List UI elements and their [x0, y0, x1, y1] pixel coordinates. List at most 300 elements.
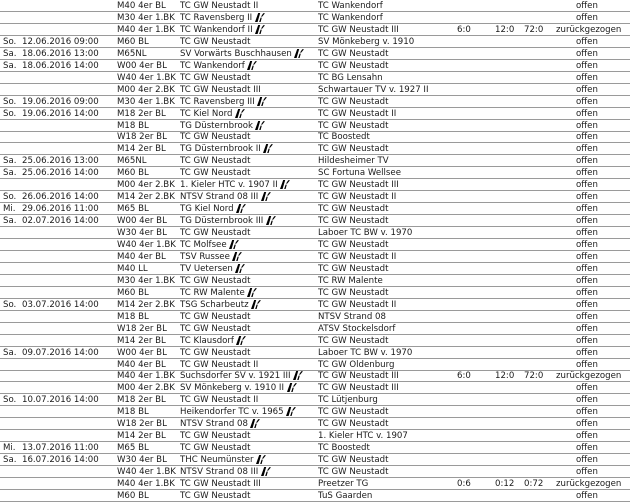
- guest-team-link[interactable]: NTSV Strand 08: [318, 311, 386, 322]
- guest-team-link[interactable]: 1. Kieler HTC v. 1907: [318, 431, 408, 442]
- home-team-link[interactable]: TC GW Neustadt III: [180, 479, 261, 489]
- status-cell: offen: [576, 192, 598, 203]
- table-row: [0, 179, 630, 191]
- nuliga-link-icon[interactable]: [255, 13, 265, 22]
- match-points-cell: [457, 60, 481, 72]
- guest-team-link[interactable]: TC GW Neustadt: [318, 216, 389, 227]
- weekday-cell: [3, 12, 21, 24]
- league-cell: W18 2er BL: [117, 323, 167, 334]
- league-cell: M18 2er BL: [117, 395, 166, 406]
- nuliga-link-icon[interactable]: [232, 252, 242, 261]
- nuliga-link-icon[interactable]: [235, 109, 245, 118]
- sets-cell: [495, 36, 521, 48]
- table-row: [0, 323, 630, 335]
- match-points-cell: [457, 275, 481, 287]
- league-cell: M18 BL: [117, 120, 149, 131]
- status-cell: offen: [576, 1, 598, 11]
- guest-team-link[interactable]: SV Mönkeberg v. 1910: [318, 36, 415, 47]
- table-row: [0, 203, 630, 215]
- weekday-cell: [3, 418, 21, 430]
- match-points-cell: [457, 263, 481, 275]
- home-team-link[interactable]: TC Kiel Nord: [180, 108, 233, 119]
- home-team-link[interactable]: TC GW Neustadt: [180, 168, 251, 179]
- date-time-cell: [22, 287, 116, 299]
- league-cell: M00 4er 2.BK: [117, 383, 175, 394]
- games-cell: [524, 490, 548, 502]
- date-time-cell: [22, 466, 116, 478]
- home-team-link[interactable]: TC GW Neustadt: [180, 347, 251, 358]
- league-cell: W18 2er BL: [117, 419, 167, 430]
- status-cell: offen: [576, 395, 598, 406]
- guest-team-link[interactable]: TC GW Neustadt: [318, 60, 389, 71]
- status-cell: zurückgezogen: [556, 371, 622, 382]
- sets-cell: [495, 287, 521, 299]
- sets-cell: [495, 359, 521, 371]
- home-team-link[interactable]: TC GW Neustadt: [180, 323, 251, 334]
- match-points-cell: [457, 84, 481, 96]
- weekday-cell: [3, 84, 21, 96]
- nuliga-link-icon[interactable]: [287, 383, 297, 392]
- games-cell: [524, 120, 548, 132]
- nuliga-link-icon[interactable]: [247, 288, 257, 297]
- guest-team-link[interactable]: TC GW Neustadt III: [318, 383, 399, 394]
- weekday-cell: [3, 179, 21, 191]
- guest-team-link[interactable]: TC GW Neustadt: [318, 144, 389, 155]
- weekday-cell: [3, 227, 21, 239]
- sets-cell: [495, 143, 521, 155]
- date-time-cell: [22, 418, 116, 430]
- home-team-link[interactable]: TC GW Neustadt: [180, 275, 251, 286]
- league-cell: M40 4er 1.BK: [117, 479, 175, 489]
- sets-cell: [495, 275, 521, 287]
- status-cell: offen: [576, 204, 598, 215]
- nuliga-link-icon[interactable]: [235, 264, 245, 273]
- date-time-cell: [22, 430, 116, 442]
- league-cell: M00 4er 2.BK: [117, 180, 175, 191]
- date-time-cell: 26.06.2016 14:00: [22, 192, 99, 203]
- table-row: [0, 359, 630, 371]
- match-points-cell: [457, 167, 481, 179]
- date-time-cell: 19.06.2016 09:00: [22, 96, 99, 107]
- date-time-cell: 29.06.2016 11:00: [22, 204, 99, 215]
- games-cell: [524, 251, 548, 263]
- nuliga-link-icon[interactable]: [261, 192, 271, 201]
- guest-team-link[interactable]: TC GW Neustadt III: [318, 371, 399, 382]
- match-points-cell: [457, 466, 481, 478]
- table-row: [0, 239, 630, 251]
- league-cell: M18 2er BL: [117, 108, 166, 119]
- date-time-cell: [22, 263, 116, 275]
- guest-team-link[interactable]: Laboer TC BW v. 1970: [318, 228, 413, 239]
- match-points-cell: 6:0: [457, 24, 471, 35]
- date-time-cell: [22, 12, 116, 24]
- games-cell: [524, 394, 548, 406]
- sets-cell: [495, 155, 521, 167]
- home-team-link[interactable]: TC GW Neustadt III: [180, 84, 261, 95]
- match-points-cell: [457, 108, 481, 120]
- games-cell: [524, 108, 548, 120]
- weekday-cell: Mi.: [3, 443, 16, 454]
- guest-team-link[interactable]: TC GW Neustadt: [318, 287, 389, 298]
- guest-team-link[interactable]: TC GW Neustadt: [318, 263, 389, 274]
- home-team-link[interactable]: TC GW Neustadt: [180, 311, 251, 322]
- sets-cell: [495, 263, 521, 275]
- status-cell: offen: [576, 467, 598, 478]
- date-time-cell: 10.07.2016 14:00: [22, 395, 99, 406]
- games-cell: [524, 418, 548, 430]
- date-time-cell: 25.06.2016 14:00: [22, 168, 99, 179]
- home-team-link[interactable]: TSG Scharbeutz: [180, 299, 249, 310]
- guest-team-link[interactable]: TC GW Oldenburg: [318, 359, 395, 370]
- date-time-cell: 25.06.2016 13:00: [22, 156, 99, 167]
- home-team-link[interactable]: TC GW Neustadt II: [180, 359, 259, 370]
- nuliga-link-icon[interactable]: [251, 300, 261, 309]
- league-cell: M60 BL: [117, 36, 149, 47]
- sets-cell: 0:12: [495, 479, 515, 489]
- guest-team-link[interactable]: TC GW Neustadt: [318, 467, 389, 478]
- nuliga-link-icon[interactable]: [229, 240, 239, 249]
- table-row: [0, 36, 630, 48]
- home-team-link[interactable]: TC Ravensberg III: [180, 96, 255, 107]
- date-time-cell: 12.06.2016 09:00: [22, 36, 99, 47]
- status-cell: offen: [576, 36, 598, 47]
- weekday-cell: [3, 72, 21, 84]
- games-cell: [524, 143, 548, 155]
- match-points-cell: [457, 287, 481, 299]
- league-cell: M00 4er 2.BK: [117, 84, 175, 95]
- nuliga-link-icon[interactable]: [280, 180, 290, 189]
- date-time-cell: 02.07.2016 14:00: [22, 216, 99, 227]
- nuliga-link-icon[interactable]: [255, 121, 265, 130]
- games-cell: [524, 167, 548, 179]
- date-time-cell: [22, 490, 116, 502]
- table-row: [0, 478, 630, 490]
- guest-team-link[interactable]: Schwartauer TV v. 1927 II: [318, 84, 429, 95]
- home-team-link[interactable]: TV Uetersen: [180, 263, 233, 274]
- table-row: [0, 406, 630, 418]
- home-team-link[interactable]: Heikendorfer TC v. 1965: [180, 407, 284, 418]
- status-cell: offen: [576, 347, 598, 358]
- weekday-cell: [3, 143, 21, 155]
- date-time-cell: [22, 370, 116, 382]
- league-cell: M14 2er 2.BK: [117, 299, 175, 310]
- guest-team-link[interactable]: TC Lütjenburg: [318, 395, 378, 406]
- table-row: [0, 287, 630, 299]
- games-cell: [524, 275, 548, 287]
- date-time-cell: 18.06.2016 13:00: [22, 48, 99, 59]
- games-cell: [524, 430, 548, 442]
- date-time-cell: [22, 382, 116, 394]
- home-team-link[interactable]: TC GW Neustadt: [180, 443, 251, 454]
- status-cell: offen: [576, 12, 598, 23]
- status-cell: offen: [576, 48, 598, 59]
- league-cell: M30 4er 1.BK: [117, 96, 175, 107]
- guest-team-link[interactable]: TC GW Neustadt II: [318, 251, 397, 262]
- weekday-cell: [3, 335, 21, 347]
- weekday-cell: So.: [3, 192, 17, 203]
- table-row: [0, 167, 630, 179]
- status-cell: offen: [576, 490, 598, 501]
- match-points-cell: [457, 0, 481, 12]
- sets-cell: [495, 406, 521, 418]
- status-cell: zurückgezogen: [556, 24, 622, 35]
- sets-cell: [495, 72, 521, 84]
- weekday-cell: Sa.: [3, 168, 17, 179]
- home-team-link[interactable]: NTSV Strand 08 III: [180, 467, 259, 478]
- table-row: [0, 108, 630, 120]
- weekday-cell: So.: [3, 96, 17, 107]
- guest-team-link[interactable]: TuS Gaarden: [318, 490, 373, 501]
- guest-team-link[interactable]: TC Boostedt: [318, 132, 370, 143]
- status-cell: offen: [576, 216, 598, 227]
- league-cell: M40 4er BL: [117, 1, 166, 11]
- match-points-cell: [457, 239, 481, 251]
- league-cell: M40 4er BL: [117, 359, 166, 370]
- date-time-cell: [22, 0, 116, 12]
- status-cell: offen: [576, 72, 598, 83]
- table-row: [0, 251, 630, 263]
- match-points-cell: [457, 131, 481, 143]
- home-team-link[interactable]: TC Wankendorf II: [180, 24, 253, 35]
- weekday-cell: [3, 239, 21, 251]
- guest-team-link[interactable]: TC GW Neustadt: [318, 120, 389, 131]
- home-team-link[interactable]: TG Düsternbrook: [180, 120, 253, 131]
- match-points-cell: [457, 382, 481, 394]
- sets-cell: [495, 466, 521, 478]
- sets-cell: [495, 382, 521, 394]
- guest-team-link[interactable]: TC Wankendorf: [318, 1, 383, 11]
- weekday-cell: Sa.: [3, 455, 17, 466]
- guest-team-link[interactable]: ATSV Stockelsdorf: [318, 323, 396, 334]
- home-team-link[interactable]: TC GW Neustadt: [180, 132, 251, 143]
- league-cell: M30 4er 1.BK: [117, 12, 175, 23]
- home-team-link[interactable]: 1. Kieler HTC v. 1907 II: [180, 180, 278, 191]
- home-team-link[interactable]: TSV Russee: [180, 251, 230, 262]
- home-team-link[interactable]: NTSV Strand 08 III: [180, 192, 259, 203]
- home-team-link[interactable]: TC Wankendorf: [180, 60, 245, 71]
- home-team-link[interactable]: TG Düsternbrook II: [180, 144, 261, 155]
- guest-team-link[interactable]: TC Wankendorf: [318, 12, 383, 23]
- nuliga-link-icon[interactable]: [255, 25, 265, 34]
- match-points-cell: [457, 359, 481, 371]
- home-team-link[interactable]: TC GW Neustadt: [180, 156, 251, 167]
- guest-team-link[interactable]: Preetzer TG: [318, 479, 369, 489]
- league-cell: M40 4er BL: [117, 251, 166, 262]
- sets-cell: [495, 48, 521, 60]
- home-team-link[interactable]: NTSV Strand 08: [180, 419, 248, 430]
- home-team-link[interactable]: TG Kiel Nord: [180, 204, 234, 215]
- games-cell: [524, 84, 548, 96]
- home-team-link[interactable]: SV Vorwärts Buschhausen: [180, 48, 292, 59]
- match-points-cell: [457, 48, 481, 60]
- league-cell: W40 4er 1.BK: [117, 72, 176, 83]
- weekday-cell: [3, 370, 21, 382]
- match-points-cell: [457, 191, 481, 203]
- table-row: [0, 0, 630, 12]
- match-points-cell: [457, 72, 481, 84]
- home-team-link[interactable]: TG Düsternbrook III: [180, 216, 264, 227]
- nuliga-link-icon[interactable]: [266, 216, 276, 225]
- sets-cell: 12:0: [495, 24, 515, 35]
- home-team-link[interactable]: TC GW Neustadt: [180, 228, 251, 239]
- weekday-cell: [3, 275, 21, 287]
- sets-cell: 12:0: [495, 371, 515, 382]
- guest-team-link[interactable]: TC Boostedt: [318, 443, 370, 454]
- date-time-cell: 03.07.2016 14:00: [22, 299, 99, 310]
- weekday-cell: Mi.: [3, 204, 16, 215]
- table-row: [0, 120, 630, 132]
- date-time-cell: [22, 311, 116, 323]
- games-cell: [524, 442, 548, 454]
- match-points-cell: [457, 12, 481, 24]
- home-team-link[interactable]: Suchsdorfer SV v. 1921 III: [180, 371, 291, 382]
- league-cell: M14 2er 2.BK: [117, 192, 175, 203]
- status-cell: offen: [576, 359, 598, 370]
- status-cell: offen: [576, 180, 598, 191]
- nuliga-link-icon[interactable]: [250, 419, 260, 428]
- status-cell: offen: [576, 156, 598, 167]
- home-team-link[interactable]: TC RW Malente: [180, 287, 245, 298]
- status-cell: offen: [576, 419, 598, 430]
- table-row: [0, 84, 630, 96]
- home-team-link[interactable]: TC Ravensberg II: [180, 12, 253, 23]
- weekday-cell: Sa.: [3, 156, 17, 167]
- league-cell: W40 4er 1.BK: [117, 467, 176, 478]
- nuliga-link-icon[interactable]: [236, 336, 246, 345]
- sets-cell: [495, 442, 521, 454]
- sets-cell: [495, 227, 521, 239]
- games-cell: [524, 347, 548, 359]
- games-cell: [524, 406, 548, 418]
- home-team-link[interactable]: TC Molfsee: [180, 240, 227, 250]
- home-team-link[interactable]: THC Neumünster: [180, 455, 254, 466]
- date-time-cell: [22, 359, 116, 371]
- guest-team-link[interactable]: TC GW Neustadt: [318, 240, 389, 250]
- sets-cell: [495, 179, 521, 191]
- guest-team-link[interactable]: TC GW Neustadt II: [318, 192, 397, 203]
- weekday-cell: [3, 478, 21, 490]
- nuliga-link-icon[interactable]: [236, 204, 246, 213]
- league-cell: M40 4er 1.BK: [117, 24, 175, 35]
- games-cell: [524, 299, 548, 311]
- table-row: [0, 466, 630, 478]
- home-team-link[interactable]: TC GW Neustadt: [180, 431, 251, 442]
- date-time-cell: [22, 239, 116, 251]
- guest-team-link[interactable]: TC GW Neustadt: [318, 455, 389, 466]
- guest-team-link[interactable]: Hildesheimer TV: [318, 156, 389, 167]
- status-cell: offen: [576, 240, 598, 250]
- guest-team-link[interactable]: TC GW Neustadt: [318, 96, 389, 107]
- status-cell: offen: [576, 251, 598, 262]
- guest-team-link[interactable]: TC GW Neustadt: [318, 407, 389, 418]
- status-cell: offen: [576, 84, 598, 95]
- status-cell: offen: [576, 299, 598, 310]
- match-points-cell: [457, 96, 481, 108]
- home-team-link[interactable]: TC GW Neustadt II: [180, 395, 259, 406]
- league-cell: M30 4er 1.BK: [117, 275, 175, 286]
- games-cell: [524, 0, 548, 12]
- nuliga-link-icon[interactable]: [256, 455, 266, 464]
- guest-team-link[interactable]: SC Fortuna Wellsee: [318, 168, 401, 179]
- league-cell: M60 BL: [117, 490, 149, 501]
- league-cell: W40 4er 1.BK: [117, 240, 176, 250]
- games-cell: [524, 191, 548, 203]
- home-team-link[interactable]: TC GW Neustadt: [180, 36, 251, 47]
- league-cell: M60 BL: [117, 287, 149, 298]
- match-points-cell: 6:0: [457, 371, 471, 382]
- date-time-cell: [22, 131, 116, 143]
- sets-cell: [495, 394, 521, 406]
- match-points-cell: [457, 454, 481, 466]
- weekday-cell: [3, 406, 21, 418]
- guest-team-link[interactable]: TC RW Malente: [318, 275, 383, 286]
- weekday-cell: [3, 263, 21, 275]
- sets-cell: [495, 418, 521, 430]
- games-cell: [524, 12, 548, 24]
- league-cell: W18 2er BL: [117, 132, 167, 143]
- guest-team-link[interactable]: TC GW Neustadt II: [318, 108, 397, 119]
- nuliga-link-icon[interactable]: [293, 371, 303, 380]
- guest-team-link[interactable]: Laboer TC BW v. 1970: [318, 347, 413, 358]
- date-time-cell: [22, 24, 116, 36]
- guest-team-link[interactable]: TC BG Lensahn: [318, 72, 383, 83]
- home-team-link[interactable]: TC GW Neustadt II: [180, 1, 259, 11]
- guest-team-link[interactable]: TC GW Neustadt II: [318, 299, 397, 310]
- sets-cell: [495, 215, 521, 227]
- games-cell: [524, 96, 548, 108]
- nuliga-link-icon[interactable]: [261, 467, 271, 476]
- weekday-cell: [3, 24, 21, 36]
- league-cell: M18 BL: [117, 407, 149, 418]
- sets-cell: [495, 299, 521, 311]
- status-cell: offen: [576, 228, 598, 239]
- match-points-cell: [457, 299, 481, 311]
- table-row: [0, 12, 630, 24]
- nuliga-link-icon[interactable]: [286, 407, 296, 416]
- weekday-cell: [3, 120, 21, 132]
- home-team-link[interactable]: TC GW Neustadt: [180, 72, 251, 83]
- sets-cell: [495, 0, 521, 12]
- status-cell: offen: [576, 132, 598, 143]
- guest-team-link[interactable]: TC GW Neustadt: [318, 419, 389, 430]
- guest-team-link[interactable]: TC GW Neustadt: [318, 204, 389, 215]
- table-row: [0, 382, 630, 394]
- guest-team-link[interactable]: TC GW Neustadt III: [318, 180, 399, 191]
- league-cell: M40 LL: [117, 263, 148, 274]
- table-row: [0, 299, 630, 311]
- home-team-link[interactable]: TC GW Neustadt: [180, 490, 251, 501]
- status-cell: offen: [576, 168, 598, 179]
- games-cell: [524, 287, 548, 299]
- games-cell: [524, 48, 548, 60]
- nuliga-link-icon[interactable]: [294, 49, 304, 58]
- sets-cell: [495, 191, 521, 203]
- league-cell: W00 4er BL: [117, 347, 167, 358]
- status-cell: zurückgezogen: [556, 479, 622, 489]
- guest-team-link[interactable]: TC GW Neustadt: [318, 335, 389, 346]
- nuliga-link-icon[interactable]: [263, 144, 273, 153]
- nuliga-link-icon[interactable]: [247, 61, 257, 70]
- table-row: [0, 394, 630, 406]
- games-cell: [524, 215, 548, 227]
- games-cell: [524, 36, 548, 48]
- nuliga-link-icon[interactable]: [257, 97, 267, 106]
- guest-team-link[interactable]: TC GW Neustadt III: [318, 24, 399, 35]
- guest-team-link[interactable]: TC GW Neustadt: [318, 48, 389, 59]
- home-team-link[interactable]: TC Klausdorf: [180, 335, 234, 346]
- home-team-link[interactable]: SV Mönkeberg v. 1910 II: [180, 383, 285, 394]
- sets-cell: [495, 454, 521, 466]
